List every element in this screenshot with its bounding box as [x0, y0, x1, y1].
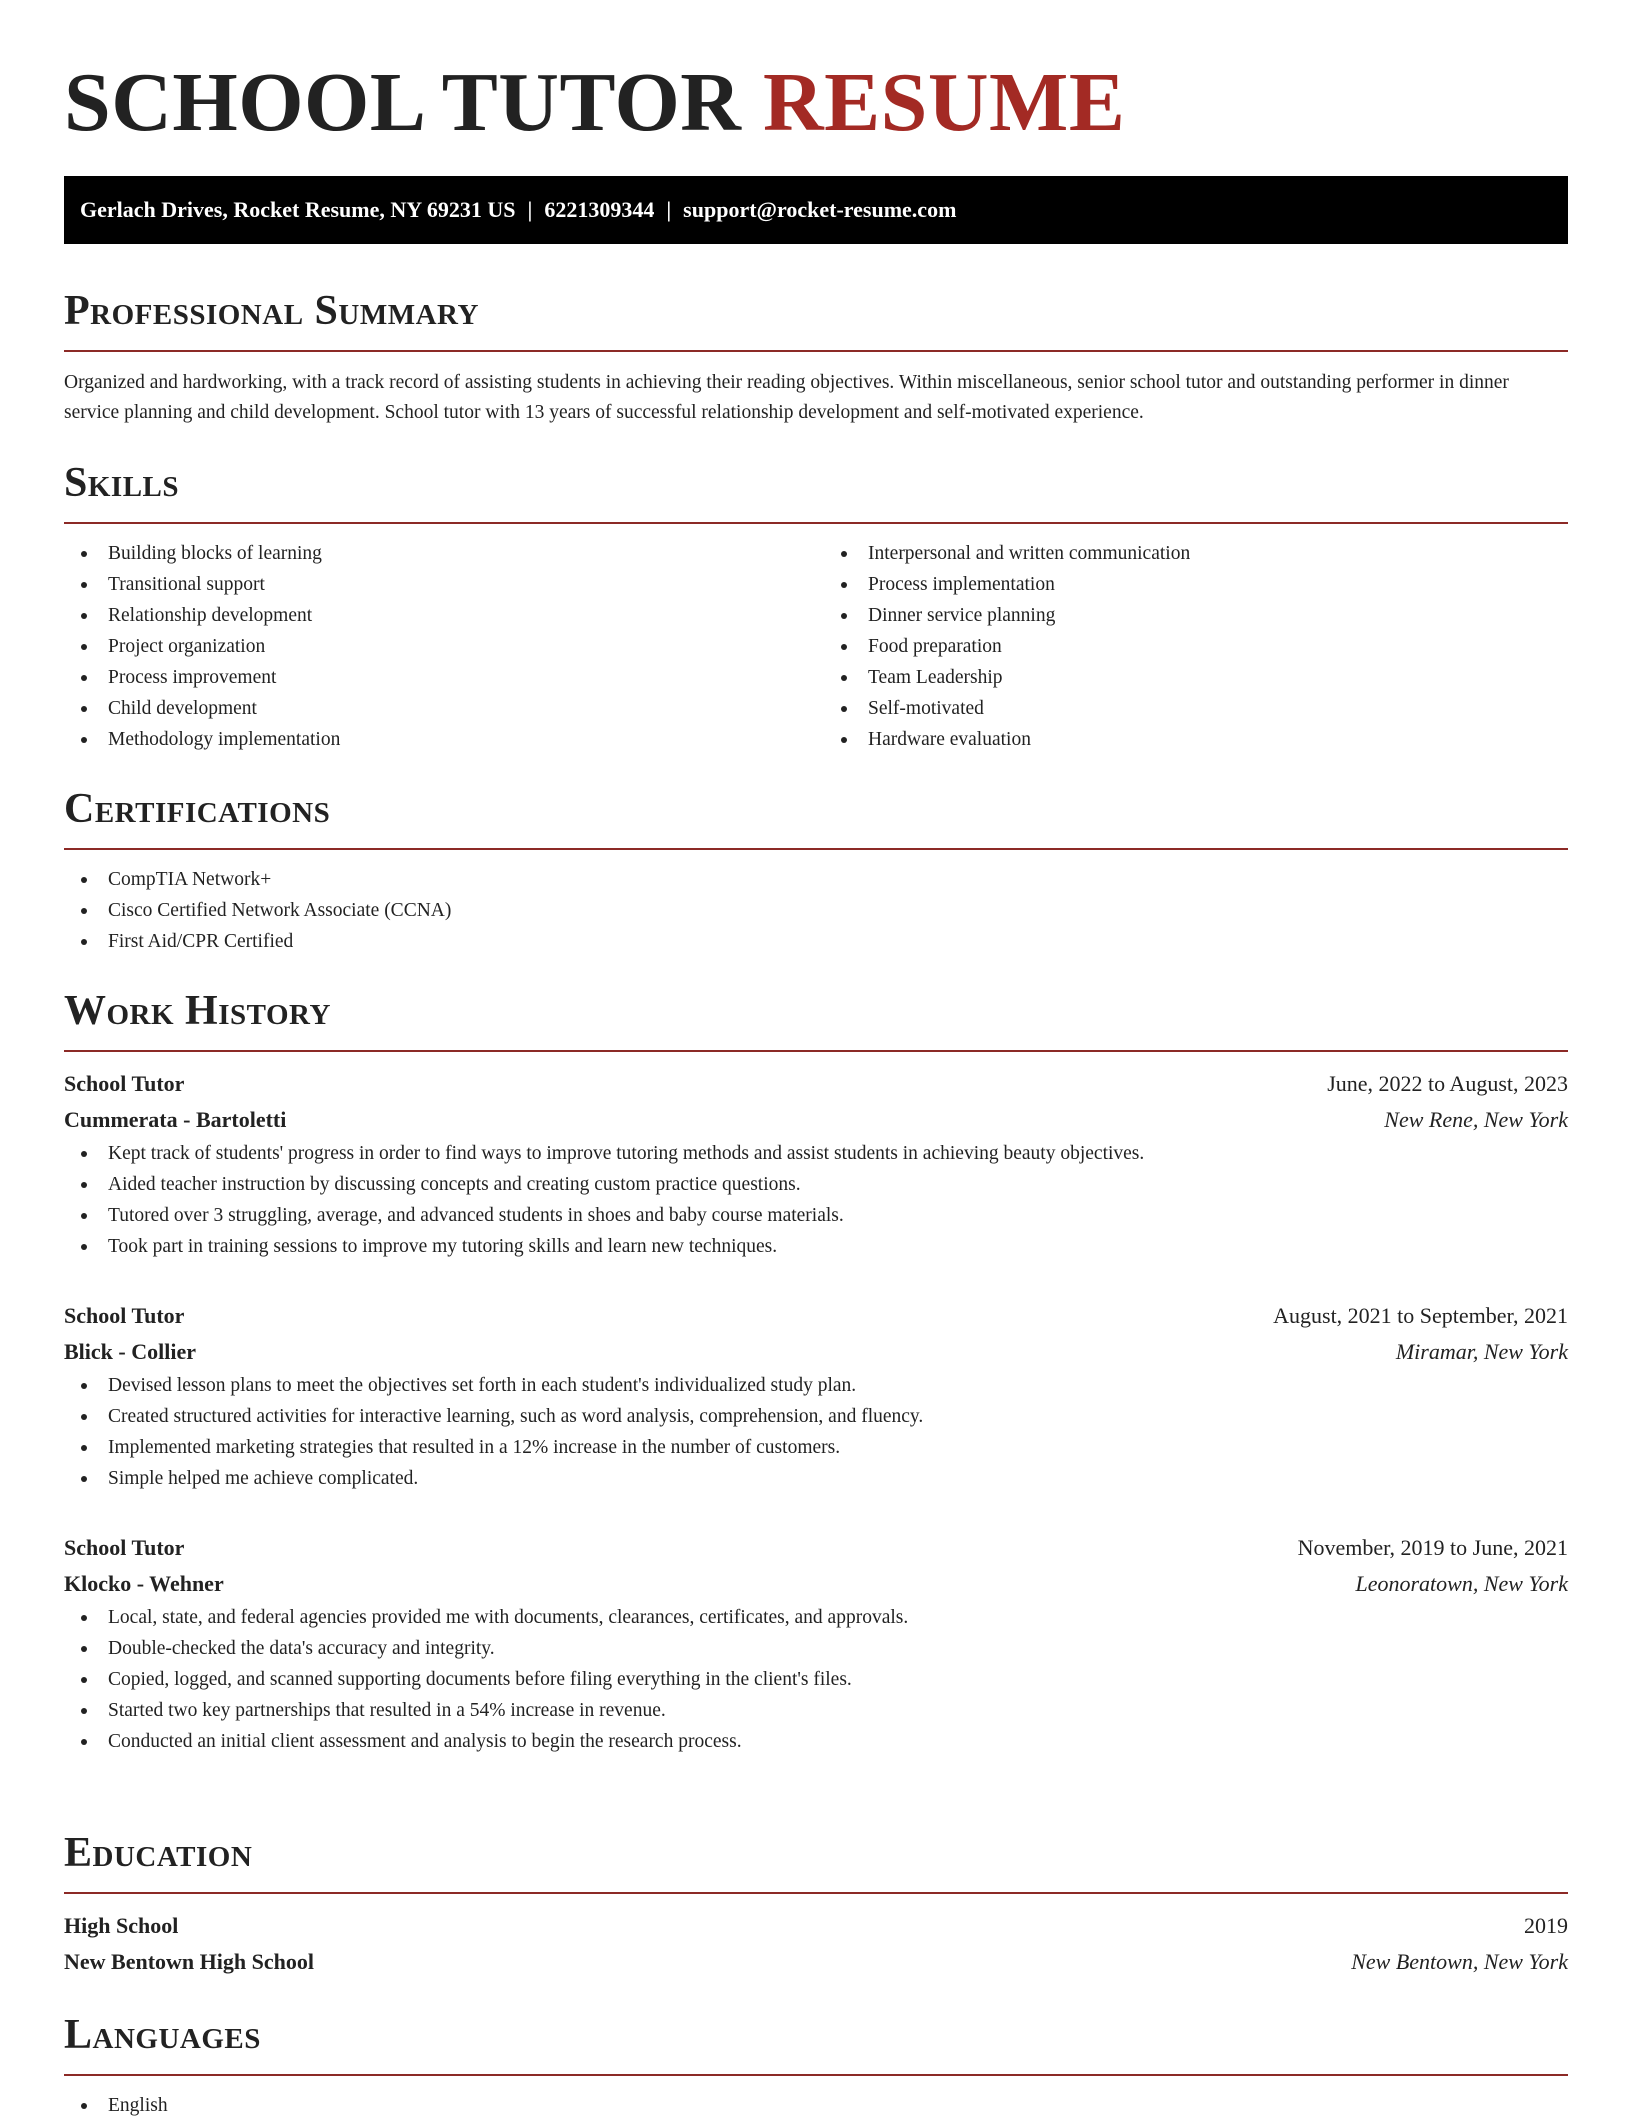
job-bullet: Tutored over 3 struggling, average, and advanced students in shoes and baby course materials. — [64, 1200, 1568, 1231]
resume-title — [64, 0, 1568, 148]
certification-item: CompTIA Network+ — [64, 864, 1568, 895]
section-divider — [64, 350, 1568, 352]
certification-item: Cisco Certified Network Associate (CCNA) — [64, 895, 1568, 926]
job-company: Blick - Collier — [64, 1339, 196, 1364]
job-bullets — [64, 1138, 1568, 1262]
skills-list-left — [64, 538, 808, 755]
education-subheader — [64, 1944, 1568, 1980]
contact-separator: | — [666, 197, 672, 222]
education-location: New Bentown, New York — [1351, 1949, 1568, 1974]
job-bullet: Started two key partnerships that resulted in a 54% increase in revenue. — [64, 1695, 1568, 1726]
skill-item: Self-motivated — [824, 693, 1568, 724]
language-item: English — [64, 2090, 1568, 2121]
contact-separator: | — [527, 197, 533, 222]
certification-item: First Aid/CPR Certified — [64, 926, 1568, 957]
skill-item: Project organization — [64, 631, 808, 662]
certifications-list — [64, 864, 1568, 957]
job-bullet: Conducted an initial client assessment and analysis to begin the research process. — [64, 1726, 1568, 1757]
languages-section — [64, 2010, 1568, 2121]
job-bullets — [64, 1370, 1568, 1494]
section-heading-education: Education — [64, 1830, 253, 1876]
job-bullets — [64, 1602, 1568, 1757]
job-dates: June, 2022 to August, 2023 — [1327, 1071, 1568, 1096]
skill-item: Hardware evaluation — [824, 724, 1568, 755]
job-bullet: Took part in training sessions to improve my tutoring skills and learn new techniques. — [64, 1231, 1568, 1262]
contact-phone[interactable]: 6221309344 — [544, 197, 655, 222]
work-history-section — [64, 986, 1568, 1757]
job-bullet: Simple helped me achieve complicated. — [64, 1463, 1568, 1494]
job-bullet: Double-checked the data's accuracy and integrity. — [64, 1633, 1568, 1664]
job-bullet: Aided teacher instruction by discussing concepts and creating custom practice questions. — [64, 1169, 1568, 1200]
job-bullet: Local, state, and federal agencies provided me with documents, clearances, certificates, and approvals. — [64, 1602, 1568, 1633]
languages-list — [64, 2090, 1568, 2121]
education-entry — [64, 1908, 1568, 1980]
section-heading-certifications: Certifications — [64, 786, 331, 832]
skill-item: Dinner service planning — [824, 600, 1568, 631]
contact-email[interactable]: support@rocket-resume.com — [683, 197, 957, 222]
job-entry — [64, 1066, 1568, 1262]
contact-bar — [64, 176, 1568, 244]
job-title: School Tutor — [64, 1303, 185, 1328]
contact-address: Gerlach Drives, Rocket Resume, NY 69231 US — [80, 197, 516, 222]
education-section — [64, 1828, 1568, 1980]
section-divider — [64, 2074, 1568, 2076]
title-accent: RESUME — [762, 56, 1126, 149]
education-school: New Bentown High School — [64, 1949, 314, 1974]
skills-grid — [64, 538, 1568, 755]
skills-list-right — [808, 538, 1568, 755]
title-main: SCHOOL TUTOR — [64, 56, 742, 149]
skill-item: Team Leadership — [824, 662, 1568, 693]
section-divider — [64, 522, 1568, 524]
summary-section — [64, 286, 1568, 428]
skill-item: Food preparation — [824, 631, 1568, 662]
skill-item: Transitional support — [64, 569, 808, 600]
certifications-section — [64, 784, 1568, 957]
skill-item: Methodology implementation — [64, 724, 808, 755]
section-heading-work-history: Work History — [64, 988, 331, 1034]
job-bullet: Kept track of students' progress in order to find ways to improve tutoring methods and assist students in achieving beauty objectives. — [64, 1138, 1568, 1169]
job-company: Cummerata - Bartoletti — [64, 1107, 287, 1132]
summary-text: Organized and hardworking, with a track record of assisting students in achieving their reading objectives. Within miscellaneous, senior school tutor and outstanding performer in dinner service planning and child development. School tutor with 13 years of successful relationship development and self-motivated experience. — [64, 372, 1509, 423]
job-subheader — [64, 1334, 1568, 1370]
job-bullet: Created structured activities for interactive learning, such as word analysis, comprehension, and fluency. — [64, 1401, 1568, 1432]
job-dates: November, 2019 to June, 2021 — [1297, 1535, 1568, 1560]
education-year: 2019 — [1524, 1913, 1568, 1938]
job-header — [64, 1066, 1568, 1102]
job-location: Leonoratown, New York — [1355, 1571, 1568, 1596]
job-dates: August, 2021 to September, 2021 — [1273, 1303, 1568, 1328]
job-header — [64, 1298, 1568, 1334]
job-location: Miramar, New York — [1395, 1339, 1568, 1364]
job-bullet: Devised lesson plans to meet the objectives set forth in each student's individualized study plan. — [64, 1370, 1568, 1401]
section-divider — [64, 1892, 1568, 1894]
job-header — [64, 1530, 1568, 1566]
job-entry — [64, 1530, 1568, 1757]
job-subheader — [64, 1102, 1568, 1138]
section-divider — [64, 1050, 1568, 1052]
job-bullet: Implemented marketing strategies that resulted in a 12% increase in the number of customers. — [64, 1432, 1568, 1463]
job-title: School Tutor — [64, 1535, 185, 1560]
skill-item: Interpersonal and written communication — [824, 538, 1568, 569]
skills-section — [64, 458, 1568, 755]
job-title: School Tutor — [64, 1071, 185, 1096]
skill-item: Process implementation — [824, 569, 1568, 600]
section-divider — [64, 848, 1568, 850]
skill-item: Process improvement — [64, 662, 808, 693]
education-header — [64, 1908, 1568, 1944]
section-heading-summary: Professional Summary — [64, 288, 479, 334]
skill-item: Child development — [64, 693, 808, 724]
skill-item: Building blocks of learning — [64, 538, 808, 569]
job-subheader — [64, 1566, 1568, 1602]
job-bullet: Copied, logged, and scanned supporting documents before filing everything in the client's files. — [64, 1664, 1568, 1695]
job-location: New Rene, New York — [1384, 1107, 1568, 1132]
job-company: Klocko - Wehner — [64, 1571, 224, 1596]
section-heading-skills: Skills — [64, 460, 180, 506]
section-heading-languages: Languages — [64, 2012, 261, 2058]
skill-item: Relationship development — [64, 600, 808, 631]
job-entry — [64, 1298, 1568, 1494]
education-degree: High School — [64, 1913, 179, 1938]
